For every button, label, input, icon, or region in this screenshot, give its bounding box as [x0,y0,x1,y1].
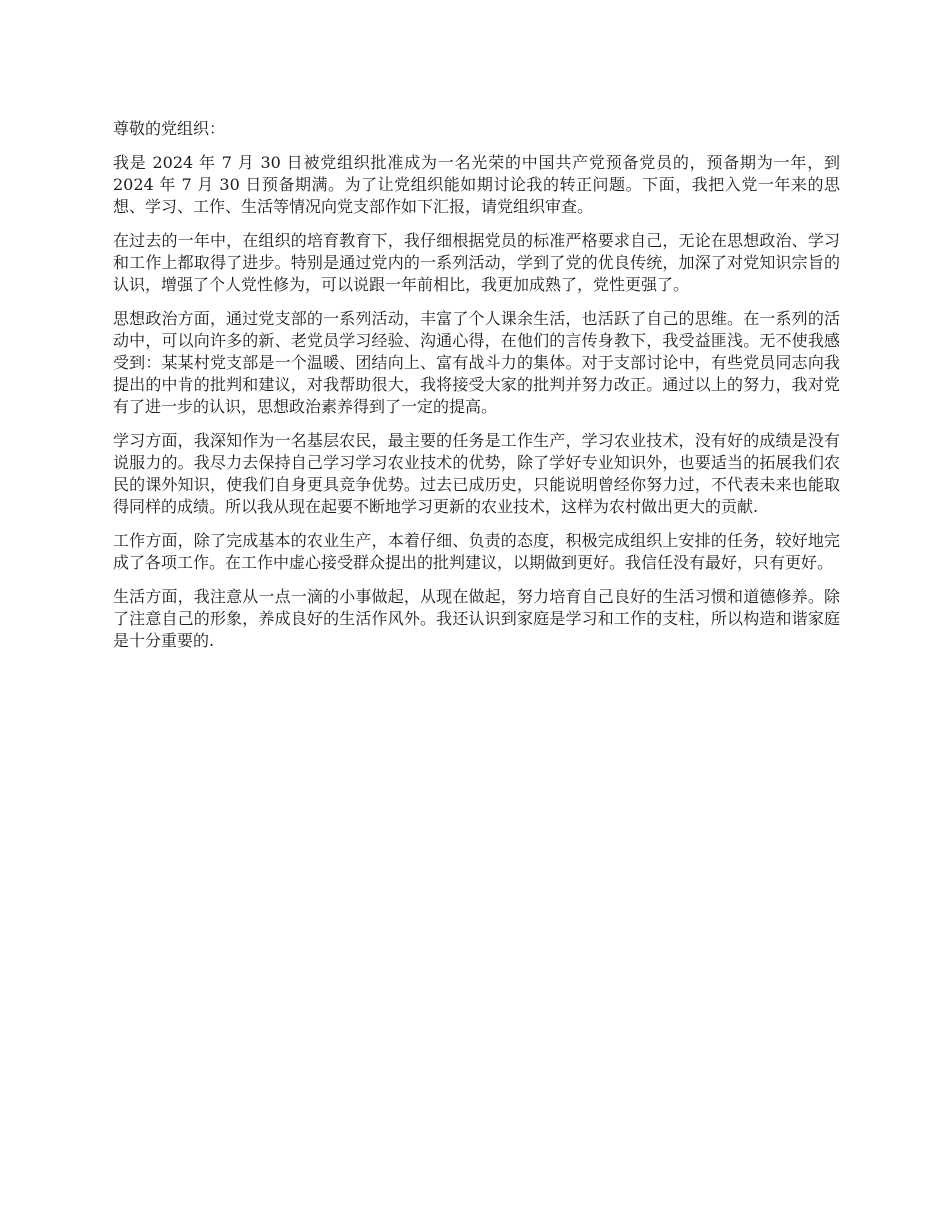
salutation: 尊敬的党组织： [113,119,226,138]
paragraph-life: 生活方面，我注意从一点一滴的小事做起，从现在做起，努力培育自己良好的生活习惯和道德修养。除了注意自己的形象，养成良好的生活作风外。我还认识到家庭是学习和工作的支柱，所以构造和谐家庭是十分重要的. [113,587,840,650]
paragraph-overview: 在过去的一年中，在组织的培育教育下，我仔细根据党员的标准严格要求自己，无论在思想政治、学习和工作上都取得了进步。特别是通过党内的一系列活动，学到了党的优良传统，加深了对党知识宗旨的认识，增强了个人党性修为，可以说跟一年前相比，我更加成熟了，党性更强了。 [113,231,840,294]
paragraph-intro: 我是 2024 年 7 月 30 日被党组织批准成为一名光荣的中国共产党预备党员的，预备期为一年，到 2024 年 7 月 30 日预备期满。为了让党组织能如期讨论我的转正问题。下面，我把入党一年来的思想、学习、工作、生活等情况向党支部作如下汇报，请党组织审查。 [113,153,840,216]
document-page [113,118,840,664]
paragraph-work: 工作方面，除了完成基本的农业生产，本着仔细、负责的态度，积极完成组织上安排的任务，较好地完成了各项工作。在工作中虚心接受群众提出的批判建议，以期做到更好。我信任没有最好，只有更好。 [113,531,840,572]
paragraph-study: 学习方面，我深知作为一名基层农民，最主要的任务是工作生产，学习农业技术，没有好的成绩是没有说服力的。我尽力去保持自己学习学习农业技术的优势，除了学好专业知识外，也要适当的拓展我们农民的课外知识，使我们自身更具竞争优势。过去已成历史，只能说明曾经你努力过，不代表未来也能取得同样的成绩。所以我从现在起要不断地学习更新的农业技术，这样为农村做出更大的贡献. [113,431,840,516]
paragraph-political-thought: 思想政治方面，通过党支部的一系列活动，丰富了个人课余生活，也活跃了自己的思维。在一系列的活动中，可以向许多的新、老党员学习经验、沟通心得，在他们的言传身教下，我受益匪浅。无不使我感受到：某某村党支部是一个温暖、团结向上、富有战斗力的集体。对于支部讨论中，有些党员同志向我提出的中肯的批判和建议，对我帮助很大，我将接受大家的批判并努力改正。通过以上的努力，我对党有了进一步的认识，思想政治素养得到了一定的提高。 [113,309,840,416]
